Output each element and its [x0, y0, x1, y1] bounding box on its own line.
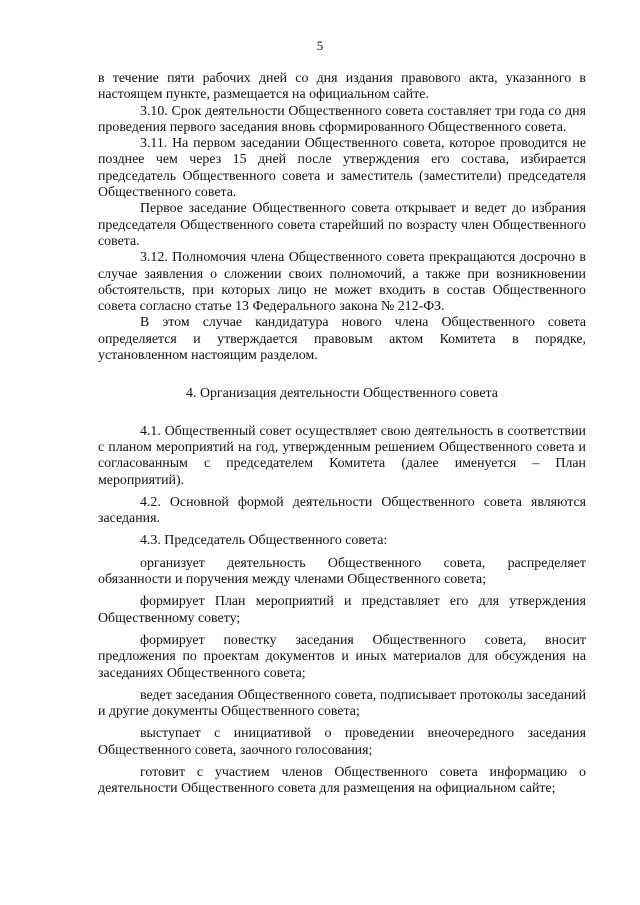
list-item: готовит с участием членов Общественного совета информацию о деятельности Общественного совета для размещения на официальном сайте;: [98, 764, 586, 797]
paragraph-4-2: 4.2. Основной формой деятельности Общественного совета являются заседания.: [98, 494, 586, 527]
paragraph-4-1: 4.1. Общественный совет осуществляет свою деятельность в соответствии с планом мероприятий на год, утвержденным решением Общественного совета и согласованным с председателем Комитета (далее именуется – План мероприятий).: [98, 423, 586, 488]
paragraph-continuation: в течение пяти рабочих дней со дня издания правового акта, указанного в настоящем пункте, размещается на официальном сайте.: [98, 71, 586, 103]
document-body: [98, 71, 586, 804]
list-item: ведет заседания Общественного совета, подписывает протоколы заседаний и другие документы Общественного совета;: [98, 687, 586, 720]
page-number: 5: [316, 38, 324, 53]
paragraph-new-member: В этом случае кандидатура нового члена Общественного совета определяется и утверждается правовым актом Комитета в порядке, установленном настоящим разделом.: [98, 315, 586, 364]
list-item: выступает с инициативой о проведении внеочередного заседания Общественного совета, заочного голосования;: [98, 726, 586, 758]
paragraph-3-10: 3.10. Срок деятельности Общественного совета составляет три года со дня проведения первого заседания вновь сформированного Общественного совета.: [98, 103, 586, 135]
paragraph-3-11: 3.11. На первом заседании Общественного совета, которое проводится не позднее чем через 15 дней после утверждения его состава, избирается председатель Общественного совета и заместитель (заместители) председателя Общественного совета.: [98, 136, 586, 201]
paragraph-3-12: 3.12. Полномочия члена Общественного совета прекращаются досрочно в случае заявления о сложении своих полномочий, а также при возникновении обстоятельств, при которых лицо не может входить в состав Общественного совета согласно статье 13 Федерального закона № 212-ФЗ.: [98, 250, 586, 315]
list-item: формирует План мероприятий и представляет его для утверждения Общественному совету;: [98, 594, 586, 626]
paragraph-first-meeting: Первое заседание Общественного совета открывает и ведет до избрания председателя Общественного совета старейший по возрасту член Общественного совета.: [98, 201, 586, 249]
paragraph-4-3: 4.3. Председатель Общественного совета:: [140, 533, 388, 549]
list-item: организует деятельность Общественного совета, распределяет обязанности и поручения между членами Общественного совета;: [98, 555, 586, 588]
list-item: формирует повестку заседания Общественного совета, вносит предложения по проектам документов и иных материалов для обсуждения на заседаниях Общественного совета;: [98, 632, 586, 681]
section-heading: 4. Организация деятельности Общественного совета: [186, 386, 498, 402]
